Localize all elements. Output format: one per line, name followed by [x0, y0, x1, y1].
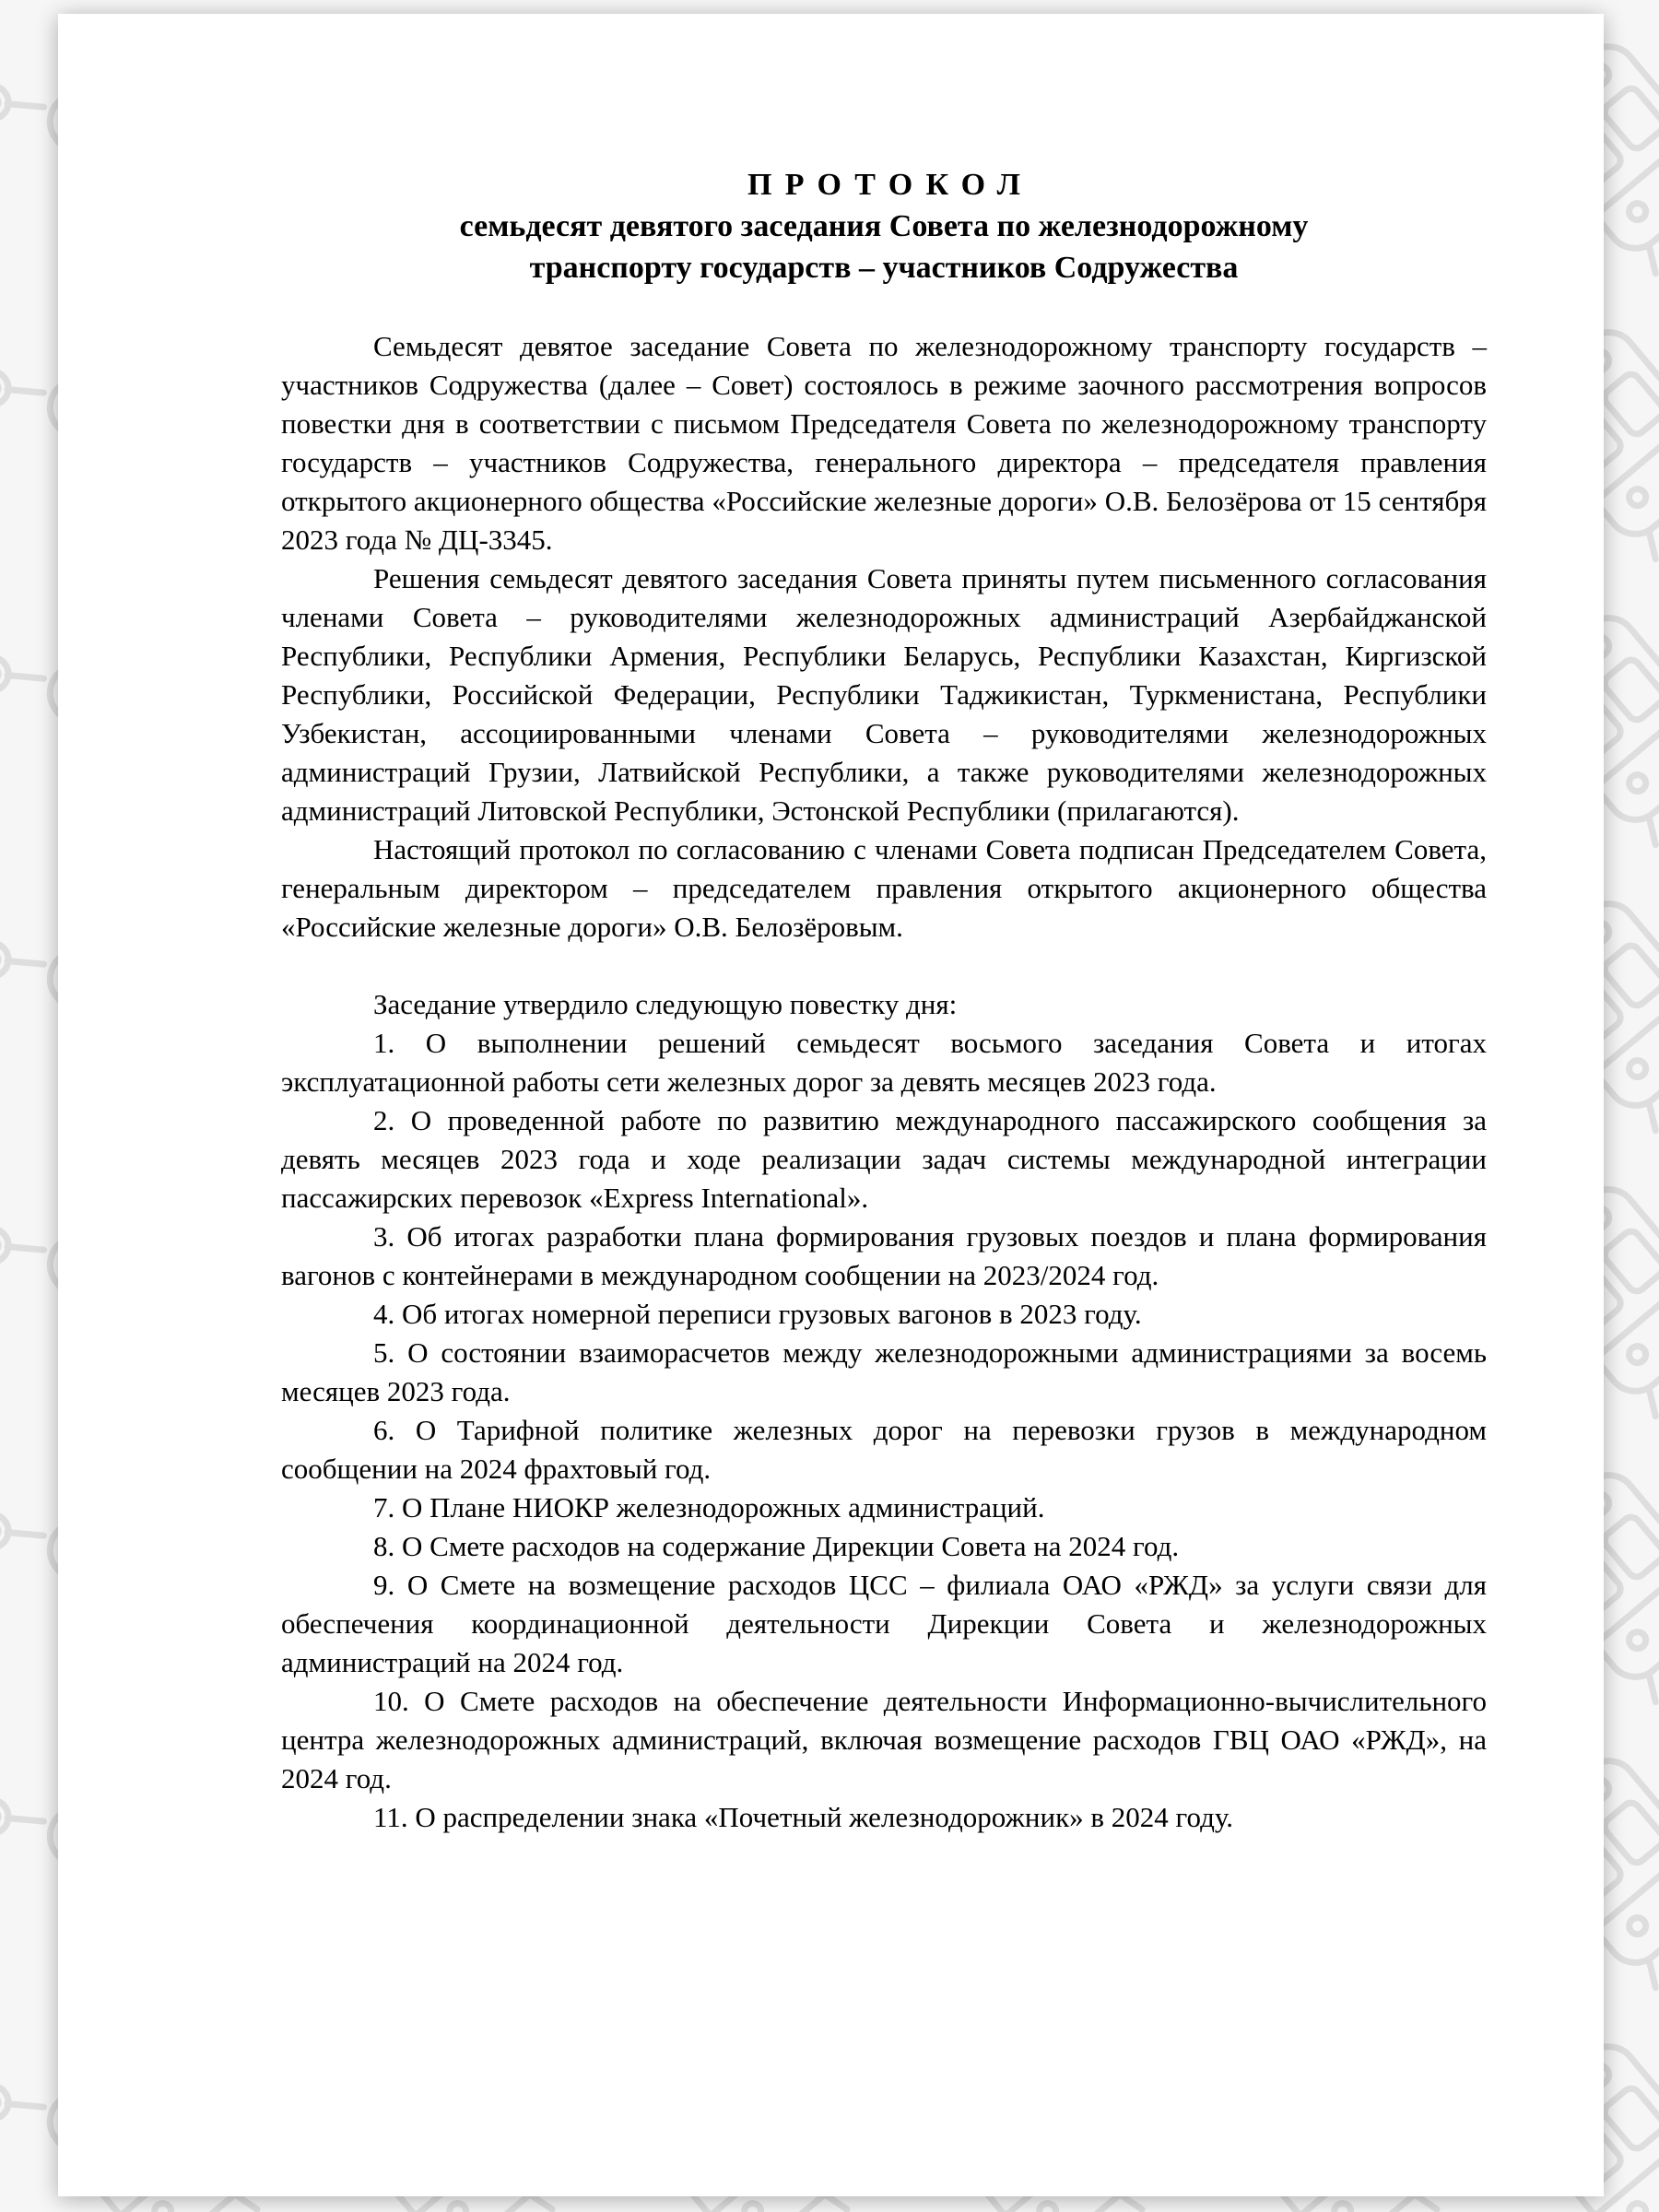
paragraph-session-mode: Семьдесят девятое заседание Совета по железнодорожному транспорту государств – участников Содружества (далее – Совет) состоялось в режиме заочного рассмотрения вопросов повестки дня в соответствии с письмом Председателя Совета по железнодорожному транспорту государств – участников Содружества, генерального директора – председателя правления открытого акционерного общества «Российские железные дороги» О.В. Белозёрова от 15 сентября 2023 года № ДЦ-3345. — [281, 330, 1487, 556]
agenda-item-4: 4. Об итогах номерной переписи грузовых вагонов в 2023 году. — [373, 1298, 1142, 1330]
document-subtitle-line1: семьдесят девятого заседания Совета по железнодорожному — [459, 209, 1309, 243]
document-page — [58, 14, 1604, 2196]
document-header — [281, 164, 1487, 288]
agenda-item-3: 3. Об итогах разработки плана формирования грузовых поездов и плана формирования вагонов с контейнерами в международном сообщении на 2023/2024 год. — [281, 1220, 1487, 1291]
agenda-item-8: 8. О Смете расходов на содержание Дирекции Совета на 2024 год. — [373, 1530, 1180, 1562]
agenda-item-1: 1. О выполнении решений семьдесят восьмого заседания Совета и итогах эксплуатационной работы сети железных дорог за девять месяцев 2023 года. — [281, 1027, 1487, 1098]
document-title: ПРОТОКОЛ — [747, 168, 1034, 202]
paragraph-decisions-approval: Решения семьдесят девятого заседания Совета приняты путем письменного согласования членами Совета – руководителями железнодорожных администраций Азербайджанской Республики, Республики Армения, Республики Беларусь, Республики Казахстан, Киргизской Республики, Российской Федерации, Республики Таджикистан, Туркменистана, Республики Узбекистан, ассоциированными членами Совета – руководителями железнодорожных администраций Грузии, Латвийской Республики, а также руководителями железнодорожных администраций Литовской Республики, Эстонской Республики (прилагаются). — [281, 562, 1487, 827]
agenda-intro: Заседание утвердило следующую повестку дня: — [373, 988, 958, 1020]
agenda-item-9: 9. О Смете на возмещение расходов ЦСС – филиала ОАО «РЖД» за услуги связи для обеспечения координационной деятельности Дирекции Совета и железнодорожных администраций на 2024 год. — [281, 1569, 1487, 1678]
paragraph-protocol-signed: Настоящий протокол по согласованию с членами Совета подписан Председателем Совета, генеральным директором – председателем правления открытого акционерного общества «Российские железные дороги» О.В. Белозёровым. — [281, 833, 1487, 943]
document-subtitle-line2: транспорту государств – участников Содружества — [529, 251, 1239, 285]
agenda-item-7: 7. О Плане НИОКР железнодорожных администраций. — [373, 1491, 1045, 1524]
agenda-item-10: 10. О Смете расходов на обеспечение деятельности Информационно-вычислительного центра железнодорожных администраций, включая возмещение расходов ГВЦ ОАО «РЖД», на 2024 год. — [281, 1685, 1487, 1794]
agenda-item-2: 2. О проведенной работе по развитию международного пассажирского сообщения за девять месяцев 2023 года и ходе реализации задач системы международной интеграции пассажирских перевозок «Express International». — [281, 1104, 1487, 1214]
agenda-item-6: 6. О Тарифной политике железных дорог на перевозки грузов в международном сообщении на 2024 фрахтовый год. — [281, 1414, 1487, 1485]
agenda-item-5: 5. О состоянии взаиморасчетов между железнодорожными администрациями за восемь месяцев 2023 года. — [281, 1336, 1487, 1407]
agenda-item-11: 11. О распределении знака «Почетный железнодорожник» в 2024 году. — [373, 1801, 1233, 1833]
